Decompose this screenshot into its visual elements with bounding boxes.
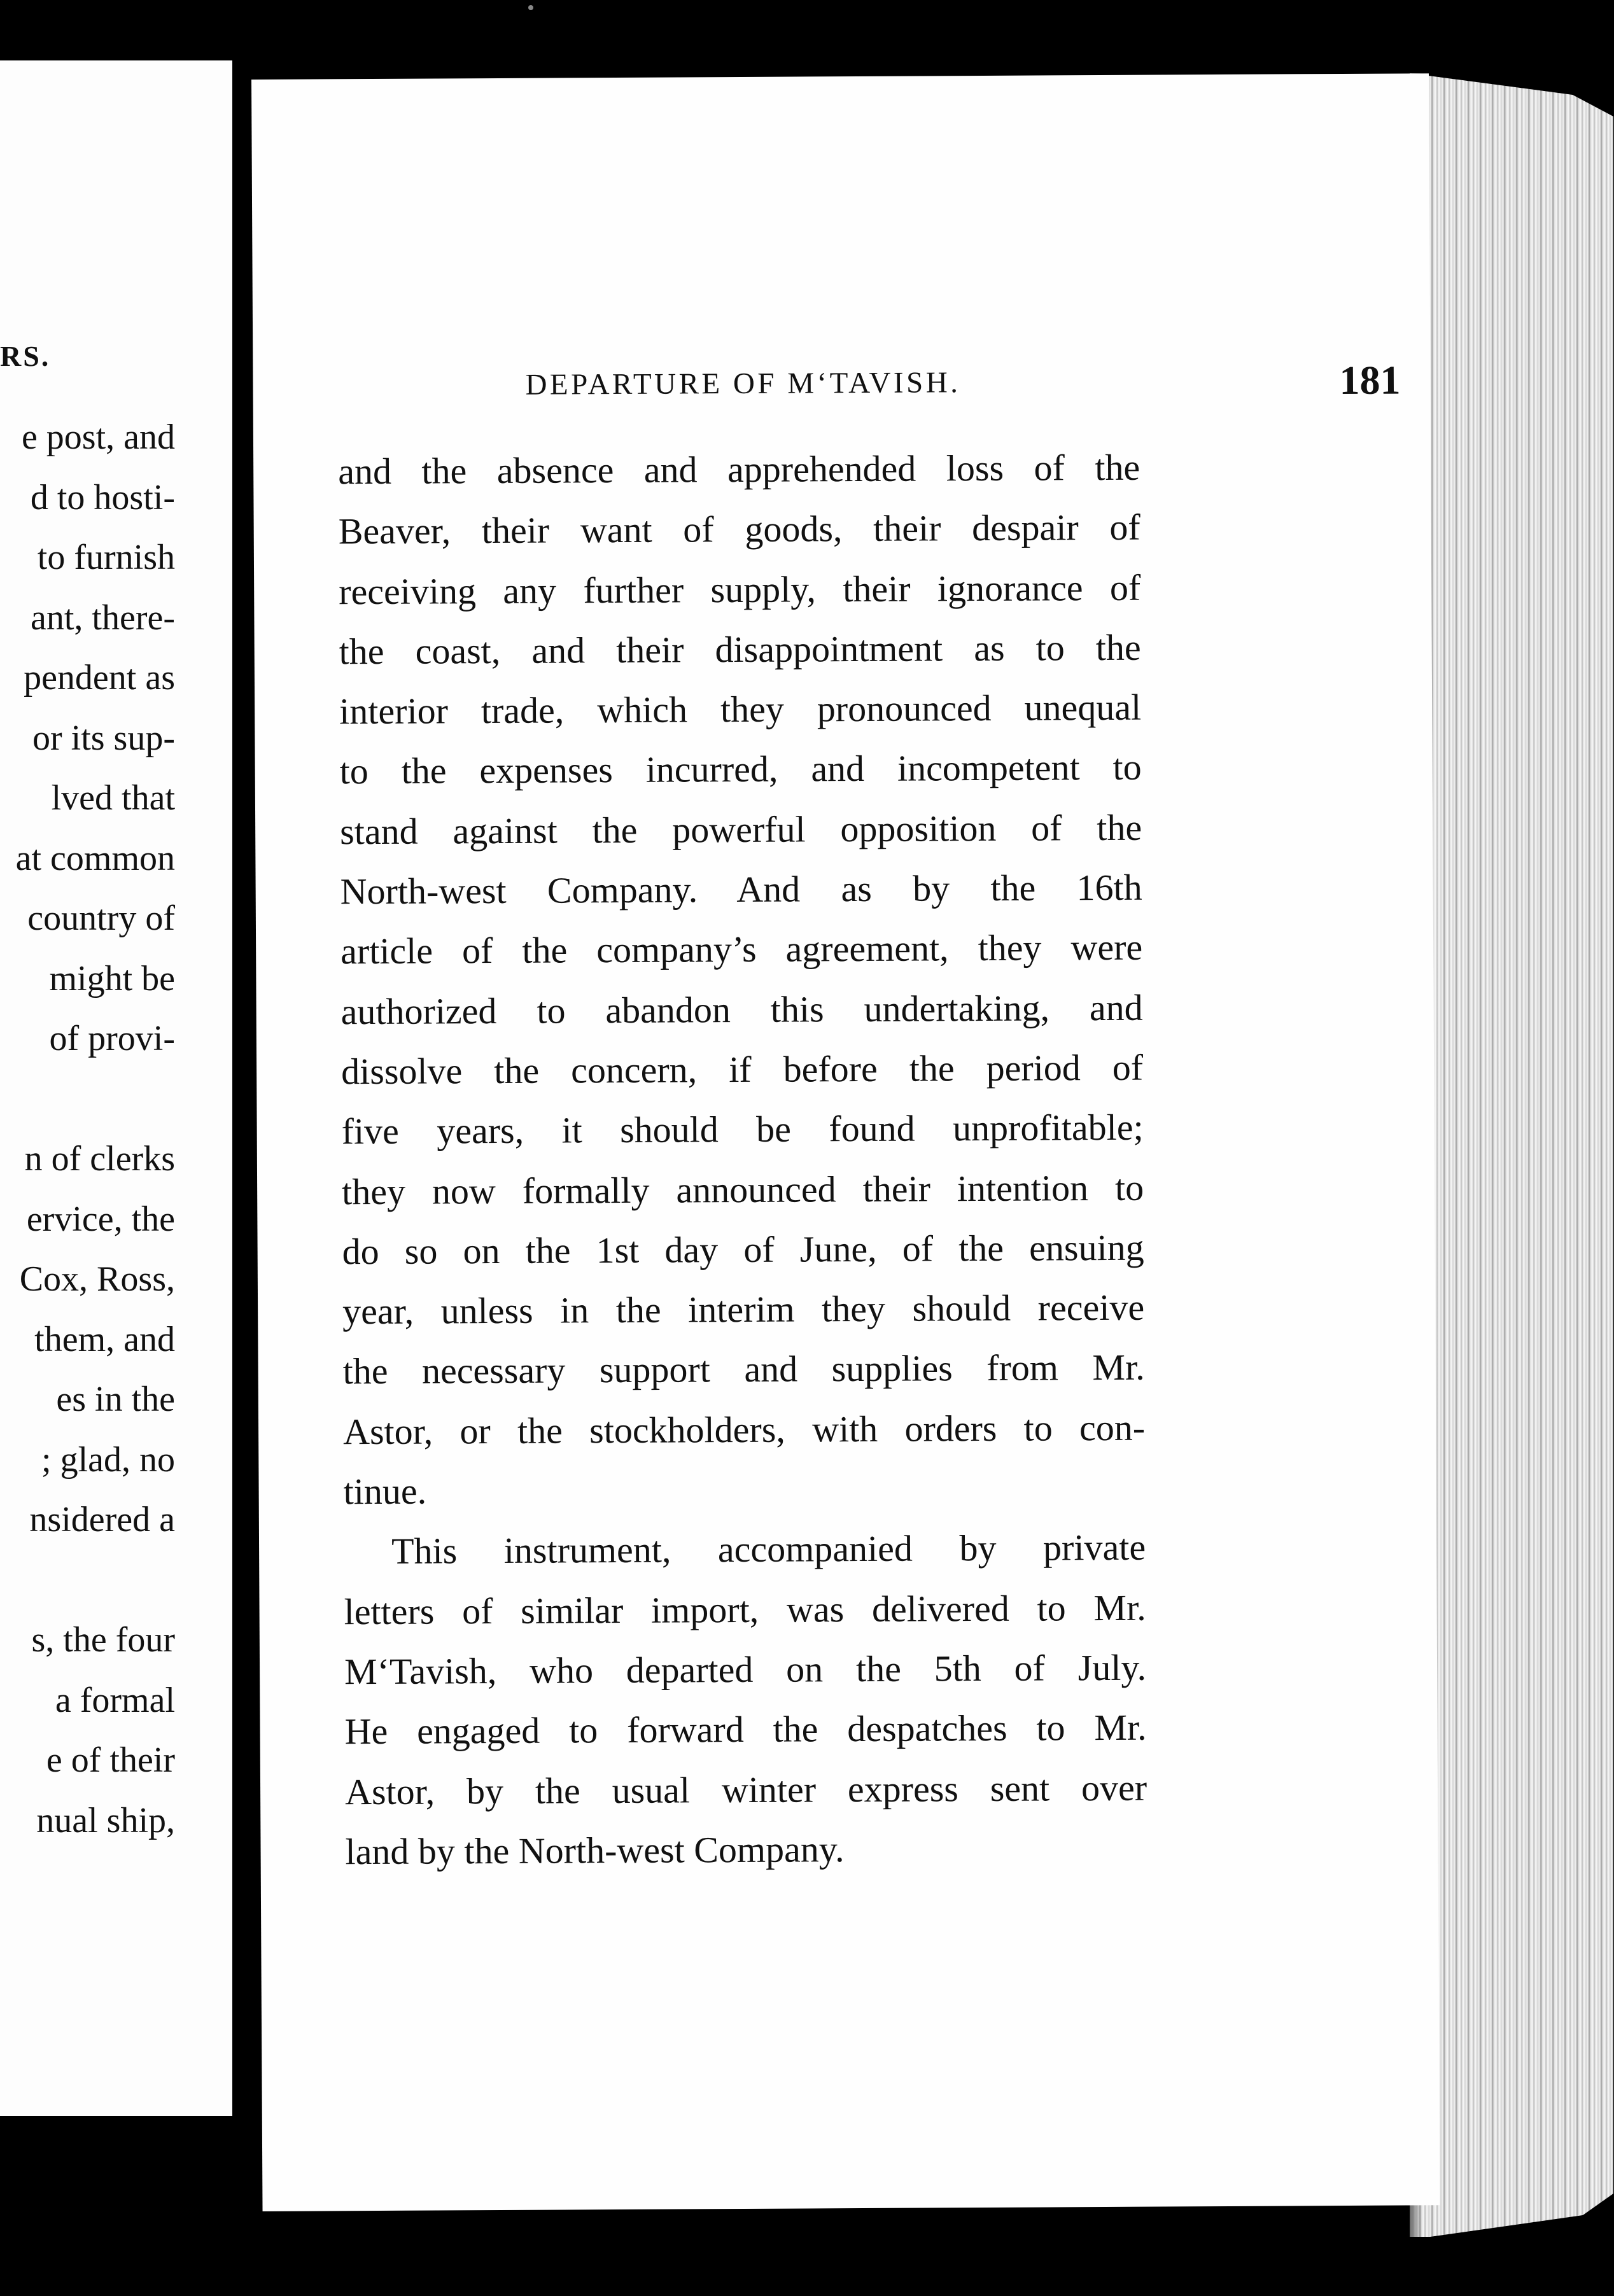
text-line: year, unless in the interim they should receive xyxy=(342,1286,1145,1333)
text-line: five years, it should be found unprofitable; xyxy=(341,1106,1144,1152)
text-line: article of the company’s agreement, they were xyxy=(340,927,1143,972)
text-line: letters of similar import, was delivered to Mr. xyxy=(344,1586,1146,1632)
page-number: 181 xyxy=(1339,357,1401,403)
left-line: country of xyxy=(27,899,175,938)
text-line: Astor, by the usual winter express sent over xyxy=(344,1767,1147,1812)
left-line: ervice, the xyxy=(26,1199,175,1239)
scan-speck xyxy=(528,5,533,10)
right-page xyxy=(251,73,1440,2211)
left-line: n of clerks xyxy=(24,1139,175,1179)
left-line: pendent as xyxy=(24,658,175,697)
left-line: ant, there- xyxy=(31,598,175,638)
text-line: receiving any further supply, their ignorance of xyxy=(339,566,1141,612)
left-line: s, the four xyxy=(31,1620,175,1660)
text-line: Astor, or the stockholders, with orders to con- xyxy=(342,1406,1146,1453)
left-line: ; glad, no xyxy=(41,1439,175,1480)
left-page-text xyxy=(0,407,175,1851)
text-line: and the absence and apprehended loss of the xyxy=(338,446,1140,493)
left-line: nsidered a xyxy=(29,1500,175,1539)
paragraph-start-line: This instrument, accompanied by private xyxy=(391,1527,1146,1572)
running-title: DEPARTURE OF M‘TAVISH. xyxy=(525,366,961,402)
text-line: M‘Tavish, who departed on the 5th of July. xyxy=(344,1646,1147,1693)
left-line: might be xyxy=(49,958,175,998)
left-line: d to hosti- xyxy=(30,477,175,517)
text-line: the necessary support and supplies from Mr. xyxy=(342,1347,1145,1392)
left-line: nual ship, xyxy=(36,1800,175,1840)
left-line: Cox, Ross, xyxy=(19,1259,175,1299)
left-line: of provi- xyxy=(49,1019,175,1058)
left-running-head: RS. xyxy=(0,340,51,372)
text-line: do so on the 1st day of June, of the ensuing xyxy=(342,1226,1144,1273)
text-line: dissolve the concern, if before the period of xyxy=(340,1046,1144,1093)
text-line: to the expenses incurred, and incompetent to xyxy=(339,746,1142,792)
left-line: at common xyxy=(15,838,175,878)
left-line: lved that xyxy=(51,778,175,818)
text-line: the coast, and their disappointment as to the xyxy=(339,626,1141,673)
text-line: authorized to abandon this undertaking, and xyxy=(340,986,1143,1032)
left-line: them, and xyxy=(34,1319,175,1359)
text-line: interior trade, which they pronounced unequal xyxy=(339,686,1142,732)
left-line: to furnish xyxy=(37,538,175,577)
text-line: He engaged to forward the despatches to Mr. xyxy=(344,1706,1147,1753)
left-line-gap xyxy=(0,1550,175,1611)
text-line: stand against the powerful opposition of the xyxy=(340,806,1142,853)
body-text xyxy=(338,438,1147,1882)
text-line: tinue. xyxy=(343,1470,427,1513)
left-facing-page xyxy=(0,60,232,2116)
text-line: Beaver, their want of goods, their despair of xyxy=(338,506,1140,552)
left-line: es in the xyxy=(56,1380,175,1419)
left-line: e of their xyxy=(46,1740,175,1780)
text-line: land by the North-west Company. xyxy=(345,1828,845,1873)
left-line: e post, and xyxy=(21,417,175,457)
left-line: or its sup- xyxy=(32,718,175,758)
running-head xyxy=(525,357,1403,425)
book-fore-edge xyxy=(1410,73,1613,2237)
left-line-gap xyxy=(0,1069,175,1130)
text-line: they now formally announced their intention to xyxy=(341,1166,1144,1212)
left-line: a formal xyxy=(55,1680,175,1720)
text-line: North-west Company. And as by the 16th xyxy=(340,866,1142,913)
